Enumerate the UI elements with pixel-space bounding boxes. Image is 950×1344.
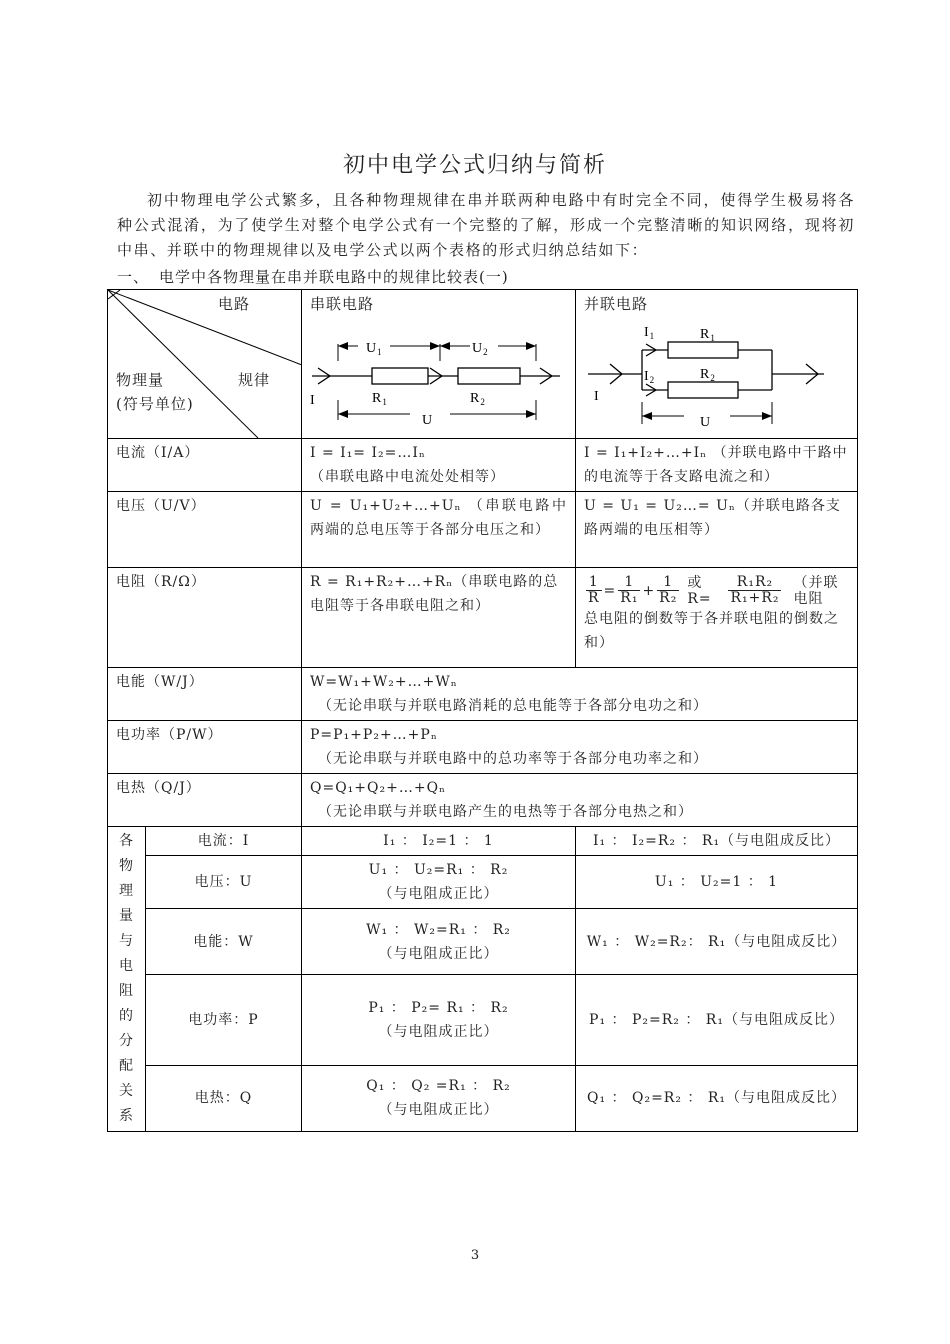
parallel-r1-label: $R_1$ <box>700 327 716 343</box>
parallel-i2-label: $I_2$ <box>644 369 656 385</box>
parallel-resistor-1 <box>668 342 738 358</box>
dist-series-current: I₁ ： I₂=1 ： 1 <box>302 827 576 856</box>
dist-label-current: 电流：I <box>146 827 302 856</box>
series-resistor-2 <box>458 368 520 384</box>
series-resistor-1 <box>372 368 428 384</box>
parallel-resistor-2 <box>668 382 738 398</box>
dist-series-heat: Q₁ ： Q₂ =R₁ ： R₂ （与电阻成正比） <box>302 1065 576 1131</box>
table-row <box>108 774 858 827</box>
table-row <box>108 827 858 856</box>
section-heading <box>117 266 509 287</box>
page-number: 3 <box>470 1248 480 1263</box>
header-rule-label: 规律 <box>238 371 271 389</box>
parallel-resistance-formula: $\frac{1}{R}$ = $\frac{1}{\text{R₁}}$ + $\frac{1}{\text{R₂}}$ 或 R= $\frac{\text{R₁R₂}}{\text{R₁+R₂}}$ （并联电阻 <box>588 574 839 607</box>
page-title: 初中电学公式归纳与简析 <box>342 153 607 178</box>
energy-note: （无论串联与并联电路消耗的总电能等于各部分电功之和） <box>318 698 708 714</box>
distribution-vertical-label: 各 物 理 量 与 电 阻 的 分 配 关 系 <box>108 827 146 1132</box>
row-label-power: 电功率（P/W） <box>108 721 302 774</box>
series-i-label: I <box>310 393 316 408</box>
parallel-current-cell: I = I₁+I₂+…+Iₙ （并联电路中干路中的电流等于各支路电流之和） <box>576 439 858 492</box>
table-header-row <box>108 290 858 439</box>
frac-1-over-r: $\frac{1}{R}$ <box>588 574 600 606</box>
series-title: 串联电路 <box>310 295 375 313</box>
parallel-header-cell <box>576 290 858 439</box>
dist-label-voltage: 电压：U <box>146 856 302 909</box>
parallel-resistance-note: 总电阻的倒数等于各并联电阻的倒数之和） <box>584 610 839 651</box>
table-row <box>108 856 858 909</box>
parallel-voltage-cell: U = U₁ = U₂…= Uₙ（并联电路各支路两端的电压相等） <box>576 492 858 568</box>
table-row <box>108 909 858 975</box>
series-circuit-diagram <box>310 316 568 426</box>
power-cell <box>302 721 858 774</box>
table-row <box>108 492 858 568</box>
row-label-energy: 电能（W/J） <box>108 668 302 721</box>
parallel-r2-label: $R_2$ <box>700 367 716 383</box>
series-voltage-cell: U = U₁+U₂+…+Uₙ （串联电路中两端的总电压等于各部分电压之和） <box>302 492 576 568</box>
power-note: （无论串联与并联电路中的总功率等于各部分电功率之和） <box>318 751 708 767</box>
row-label-heat: 电热（Q/J） <box>108 774 302 827</box>
table-row <box>108 721 858 774</box>
series-u2-label: $U_2$ <box>472 341 489 357</box>
series-current-cell <box>302 439 576 492</box>
power-formula: P=P₁+P₂+…+Pₙ <box>310 727 438 743</box>
row-label-resistance: 电阻（R/Ω） <box>108 568 302 668</box>
dist-parallel-power: P₁ ： P₂=R₂ ： R₁（与电阻成反比） <box>576 975 858 1065</box>
intro-text: 初中物理电学公式繁多，且各种物理规律在串并联两种电路中有时完全不同，使得学生极易将各种公式混淆，为了使学生对整个电学公式有一个完整的了解，形成一个完整清晰的知识网络，现将初中串、并联中的物理规律以及电学公式以两个表格的形式归纳总结如下： <box>117 191 855 259</box>
table-row <box>108 439 858 492</box>
dist-parallel-current: I₁ ： I₂=R₂ ： R₁（与电阻成反比） <box>576 827 858 856</box>
series-u1-label: $U_1$ <box>366 341 383 357</box>
section-number: 一、 <box>117 268 150 286</box>
dist-series-power: P₁ ： P₂= R₁ ： R₂ （与电阻成正比） <box>302 975 576 1065</box>
frac-product-over-sum: $\frac{\text{R₁R₂}}{\text{R₁+R₂}}$ <box>730 574 780 606</box>
energy-cell <box>302 668 858 721</box>
table-row <box>108 668 858 721</box>
row-label-voltage: 电压（U/V） <box>108 492 302 568</box>
dist-label-heat: 电热：Q <box>146 1065 302 1131</box>
frac-1-over-r2: $\frac{1}{\text{R₂}}$ <box>659 574 678 606</box>
dist-parallel-energy: W₁ ： W₂=R₂： R₁（与电阻成反比） <box>576 909 858 975</box>
heat-cell <box>302 774 858 827</box>
energy-formula: W=W₁+W₂+…+Wₙ <box>310 674 458 690</box>
parallel-i1-label: $I_1$ <box>644 325 656 341</box>
dist-parallel-voltage: U₁ ： U₂=1 ： 1 <box>576 856 858 909</box>
header-quantity-label: 物理量 <box>116 371 165 389</box>
header-unit-label: (符号单位) <box>116 395 194 413</box>
dist-label-energy: 电能：W <box>146 909 302 975</box>
comparison-table <box>107 289 858 1132</box>
parallel-title: 并联电路 <box>584 295 649 313</box>
row-label-current: 电流（I/A） <box>108 439 302 492</box>
intro-paragraph <box>117 188 855 263</box>
parallel-circuit-diagram <box>584 316 850 428</box>
parallel-u-label: U <box>700 415 712 428</box>
series-r2-label: $R_2$ <box>470 391 486 407</box>
series-resistance-cell: R = R₁+R₂+…+Rₙ（串联电路的总电阻等于各串联电阻之和） <box>302 568 576 668</box>
dist-parallel-heat: Q₁ ： Q₂=R₂ ： R₁（与电阻成反比） <box>576 1065 858 1131</box>
table-row <box>108 975 858 1065</box>
series-header-cell <box>302 290 576 439</box>
parallel-i-label: I <box>594 389 600 404</box>
heat-formula: Q=Q₁+Q₂+…+Qₙ <box>310 780 447 796</box>
dist-label-power: 电功率：P <box>146 975 302 1065</box>
table-row <box>108 568 858 668</box>
table-row <box>108 1065 858 1131</box>
parallel-resistance-cell <box>576 568 858 668</box>
series-current-note: （串联电路中电流处处相等） <box>310 469 505 485</box>
series-u-label: U <box>422 413 434 426</box>
header-diagonal-cell <box>108 290 302 439</box>
header-circuit-label: 电路 <box>218 295 251 313</box>
series-current-formula: I = I₁= I₂=…Iₙ <box>310 445 426 461</box>
heat-note: （无论串联与并联电路产生的电热等于各部分电热之和） <box>318 804 693 820</box>
section-text: 电学中各物理量在串并联电路中的规律比较表(一) <box>159 268 509 286</box>
dist-series-voltage: U₁ ： U₂=R₁ ： R₂ （与电阻成正比） <box>302 856 576 909</box>
frac-1-over-r1: $\frac{1}{\text{R₁}}$ <box>620 574 639 606</box>
dist-series-energy: W₁ ： W₂=R₁ ： R₂ （与电阻成正比） <box>302 909 576 975</box>
series-r1-label: $R_1$ <box>372 391 388 407</box>
